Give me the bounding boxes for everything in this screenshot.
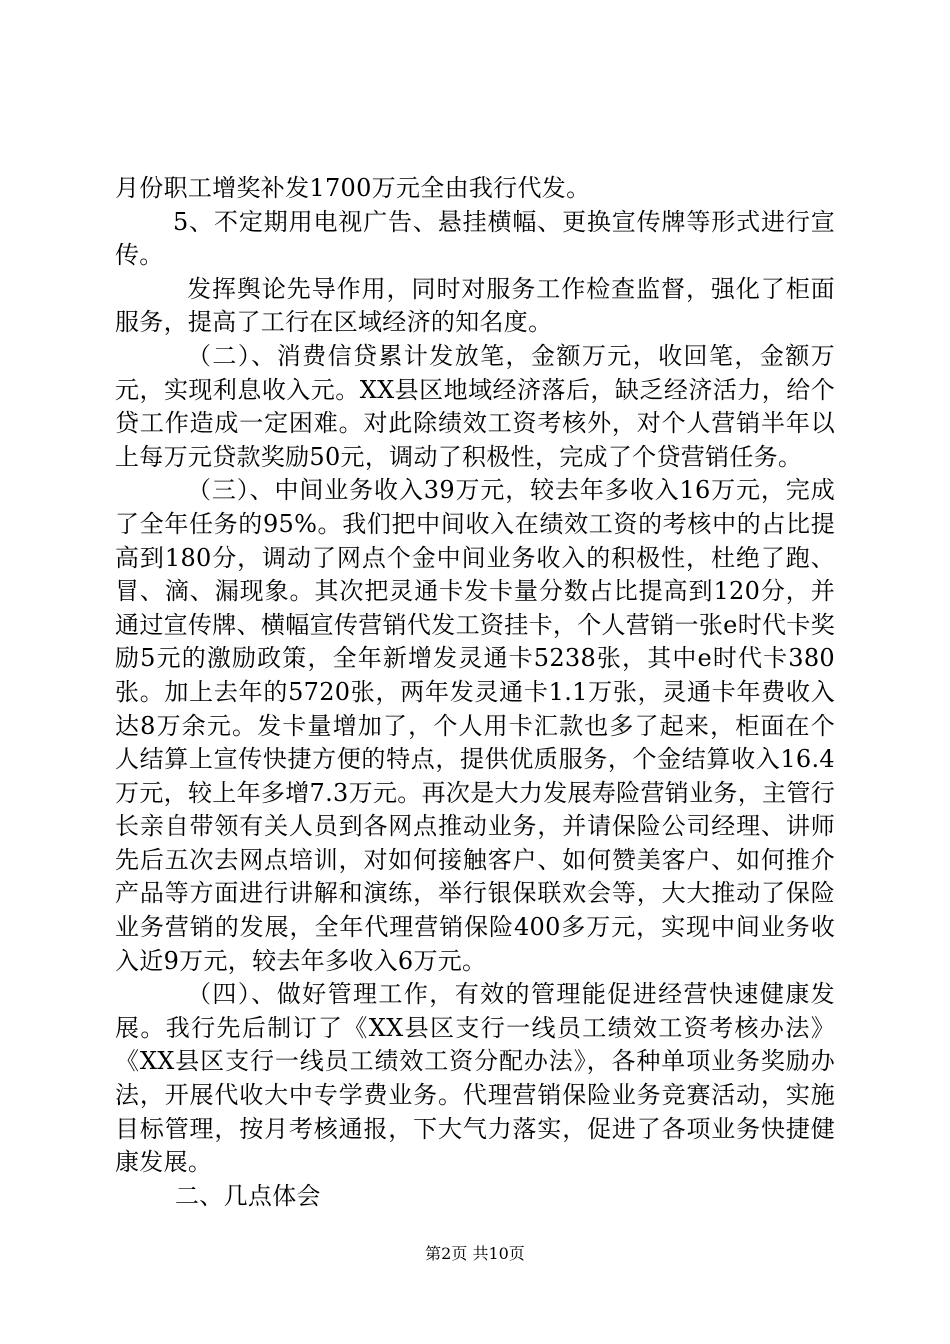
paragraph-section-3: （三）、中间业务收入39万元，较去年多收入16万元，完成了全年任务的95%。我们把中间收入在绩效工资的考核中的占比提高到180分，调动了网点个金中间业务收入的积极性，杜绝了跑、冒、滴、漏现象。其次把灵通卡发卡量分数占比提高到120分，并通过宣传牌、横幅宣传营销代发工资挂卡，个人营销一张e时代卡奖励5元的激励政策，全年新增发灵通卡5238张，其中e时代卡380张。加上去年的5720张，两年发灵通卡1.1万张，灵通卡年费收入达8万余元。发卡量增加了，个人用卡汇款也多了起来，柜面在个人结算上宣传快捷方便的特点，提供优质服务，个金结算收入16.4万元，较上年多增7.3万元。再次是大力发展寿险营销业务，主管行长亲自带领有关人员到各网点推动业务，并请保险公司经理、讲师先后五次去网点培训，对如何接触客户、如何赞美客户、如何推介产品等方面进行讲解和演练，举行银保联欢会等，大大推动了保险业务营销的发展，全年代理营销保险400多万元，实现中间业务收入近9万元，较去年多收入6万元。 xyxy=(115,476,835,975)
paragraph-section-4: （四）、做好管理工作，有效的管理能促进经营快速健康发展。我行先后制订了《XX县区支行一线员工绩效工资考核办法》《XX县区支行一线员工绩效工资分配办法》，各种单项业务奖励办法，开展代收大中专学费业务。代理营销保险业务竞赛活动，实施目标管理，按月考核通报，下大气力落实，促进了各项业务快捷健康发展。 xyxy=(115,980,835,1177)
paragraph-item-5: 5、不定期用电视广告、悬挂横幅、更换宣传牌等形式进行宣传。 xyxy=(115,207,835,270)
paragraph-section-2: （二）、消费信贷累计发放笔，金额万元，收回笔，金额万元，实现利息收入元。XX县区地域经济落后，缺乏经济活力，给个贷工作造成一定困难。对此除绩效工资考核外，对个人营销半年以上每万元贷款奖励50元，调动了积极性，完成了个贷营销任务。 xyxy=(115,341,835,471)
page-number-footer: 第2页 共10页 xyxy=(425,1244,525,1263)
paragraph-continuation: 月份职工增奖补发1700万元全由我行代发。 xyxy=(115,174,591,202)
section-heading-experience: 二、几点体会 xyxy=(175,1181,321,1210)
paragraph-publicity: 发挥舆论先导作用，同时对服务工作检查监督，强化了柜面服务，提高了工行在区域经济的知名度。 xyxy=(115,274,835,337)
document-body xyxy=(115,172,835,1213)
